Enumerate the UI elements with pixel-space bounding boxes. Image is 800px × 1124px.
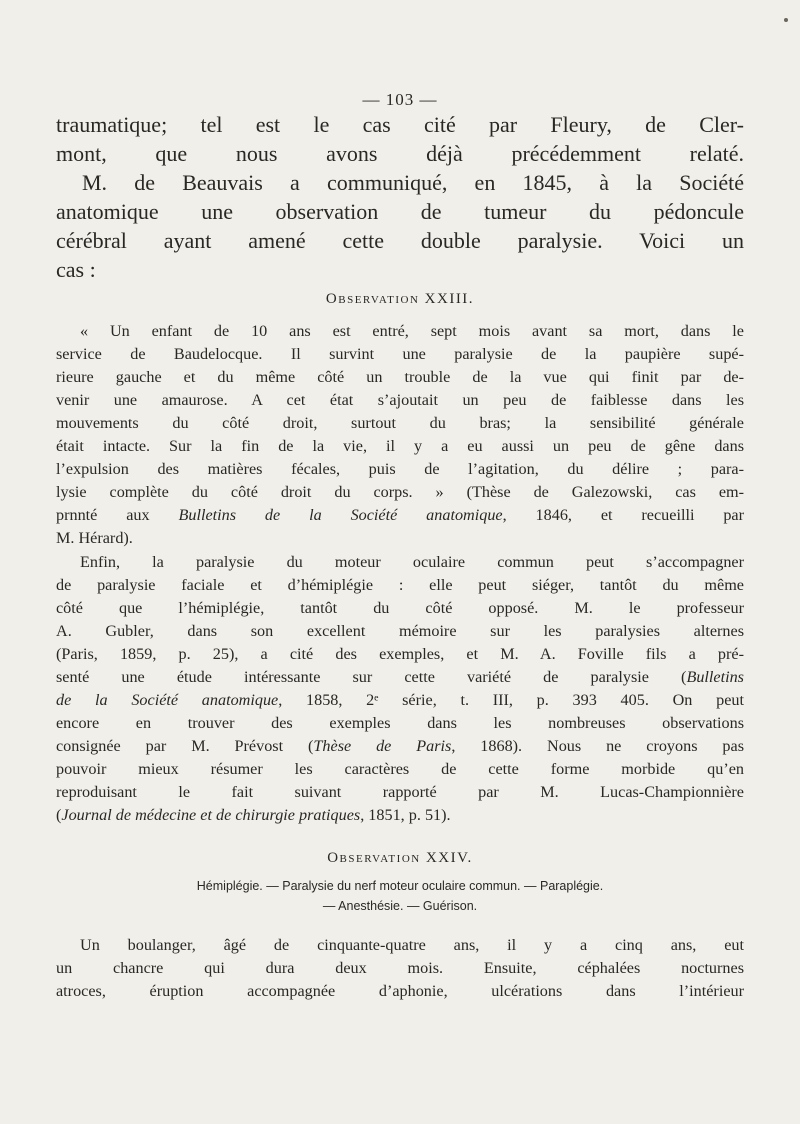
discussion-line-4: A. Gubler, dans son excellent mémoire sur les paralysies alternes bbox=[56, 622, 744, 640]
discussion-line-7-tail: , 1858, 2ᵉ série, t. III, p. 393 405. On peut bbox=[278, 691, 745, 709]
obs23-line-6: était intacte. Sur la fin de la vie, il y a eu aussi un peu de gêne dans bbox=[56, 437, 744, 455]
obs23-line-9 bbox=[56, 507, 744, 523]
obs23-line-10: M. Hérard). bbox=[56, 529, 133, 547]
observation-24-summary-line-1: Hémiplégie. — Paralysie du nerf moteur oculaire commun. — Paraplégie. bbox=[196, 879, 604, 893]
discussion-line-10: pouvoir mieux résumer les caractères de cette forme morbide qu’en bbox=[56, 760, 744, 778]
obs23-bulletins-citation: Bulletins de la Société anatomique bbox=[178, 506, 503, 524]
obs24-line-2: un chancre qui dura deux mois. Ensuite, céphalées nocturnes bbox=[56, 959, 744, 977]
intro-line-4: anatomique une observation de tumeur du pédoncule bbox=[56, 199, 744, 224]
obs24-line-3: atroces, éruption accompagnée d’aphonie, ulcérations dans l’intérieur bbox=[56, 982, 744, 1000]
intro-line-1: traumatique; tel est le cas cité par Fleury, de Cler- bbox=[56, 112, 744, 137]
intro-line-2: mont, que nous avons déjà précédemment relaté. bbox=[56, 141, 744, 166]
discussion-line-1: Enfin, la paralysie du moteur oculaire commun peut s’accompagner bbox=[80, 553, 744, 571]
observation-24-summary-line-2: — Anesthésie. — Guérison. bbox=[322, 899, 478, 913]
obs23-line-9-lead: prnnté aux bbox=[56, 506, 179, 524]
discussion-bulletins-citation-b: de la Société anatomique bbox=[56, 691, 279, 709]
discussion-line-9-tail: , 1868). Nous ne croyons pas bbox=[451, 737, 744, 755]
discussion-line-7 bbox=[56, 692, 744, 708]
paper-speck bbox=[784, 18, 788, 22]
discussion-journal-citation: Journal de médecine et de chirurgie pratiques bbox=[61, 806, 361, 824]
observation-23-heading: Observation XXIII. bbox=[325, 291, 475, 307]
discussion-line-6 bbox=[56, 669, 744, 685]
obs23-line-2: service de Baudelocque. Il survint une paralysie de la paupière supé- bbox=[56, 345, 744, 363]
intro-line-6: cas : bbox=[56, 257, 96, 282]
discussion-line-12-tail: , 1851, p. 51). bbox=[360, 806, 451, 824]
intro-line-5: cérébral ayant amené cette double paralysie. Voici un bbox=[56, 228, 744, 253]
intro-line-3: M. de Beauvais a communiqué, en 1845, à la Société bbox=[82, 170, 744, 195]
obs23-line-8: lysie complète du côté droit du corps. » (Thèse de Galezowski, cas em- bbox=[56, 483, 744, 501]
obs23-line-9-tail: , 1846, et recueilli par bbox=[502, 506, 744, 524]
obs23-line-1: « Un enfant de 10 ans est entré, sept mois avant sa mort, dans le bbox=[80, 322, 744, 340]
discussion-line-12 bbox=[56, 807, 451, 823]
discussion-line-11: reproduisant le fait suivant rapporté par M. Lucas-Championnière bbox=[56, 783, 744, 801]
discussion-line-9 bbox=[56, 738, 744, 754]
discussion-line-6-text: senté une étude intéressante sur cette variété de paralysie ( bbox=[56, 668, 687, 686]
obs23-line-5: mouvements du côté droit, surtout du bras; la sensibilité générale bbox=[56, 414, 744, 432]
discussion-line-2: de paralysie faciale et d’hémiplégie : elle peut siéger, tantôt du même bbox=[56, 576, 744, 594]
observation-24-heading: Observation XXIV. bbox=[327, 850, 473, 866]
discussion-line-5: (Paris, 1859, p. 25), a cité des exemples, et M. A. Foville fils a pré- bbox=[56, 645, 744, 663]
discussion-bulletins-citation-a: Bulletins bbox=[686, 668, 744, 686]
obs23-line-7: l’expulsion des matières fécales, puis de l’agitation, du délire ; para- bbox=[56, 460, 744, 478]
discussion-line-8: encore en trouver des exemples dans les nombreuses observations bbox=[56, 714, 744, 732]
page-number: — 103 — bbox=[362, 90, 438, 109]
obs23-line-3: rieure gauche et du même côté un trouble de la vue qui finit par de- bbox=[56, 368, 744, 386]
discussion-these-citation: Thèse de Paris bbox=[313, 737, 452, 755]
discussion-line-12-open: ( bbox=[56, 806, 62, 824]
obs23-line-4: venir une amaurose. A cet état s’ajoutait un peu de faiblesse dans les bbox=[56, 391, 744, 409]
obs24-line-1: Un boulanger, âgé de cinquante-quatre ans, il y a cinq ans, eut bbox=[80, 936, 744, 954]
discussion-line-9-lead: consignée par M. Prévost ( bbox=[56, 737, 314, 755]
discussion-line-3: côté que l’hémiplégie, tantôt du côté opposé. M. le professeur bbox=[56, 599, 744, 617]
